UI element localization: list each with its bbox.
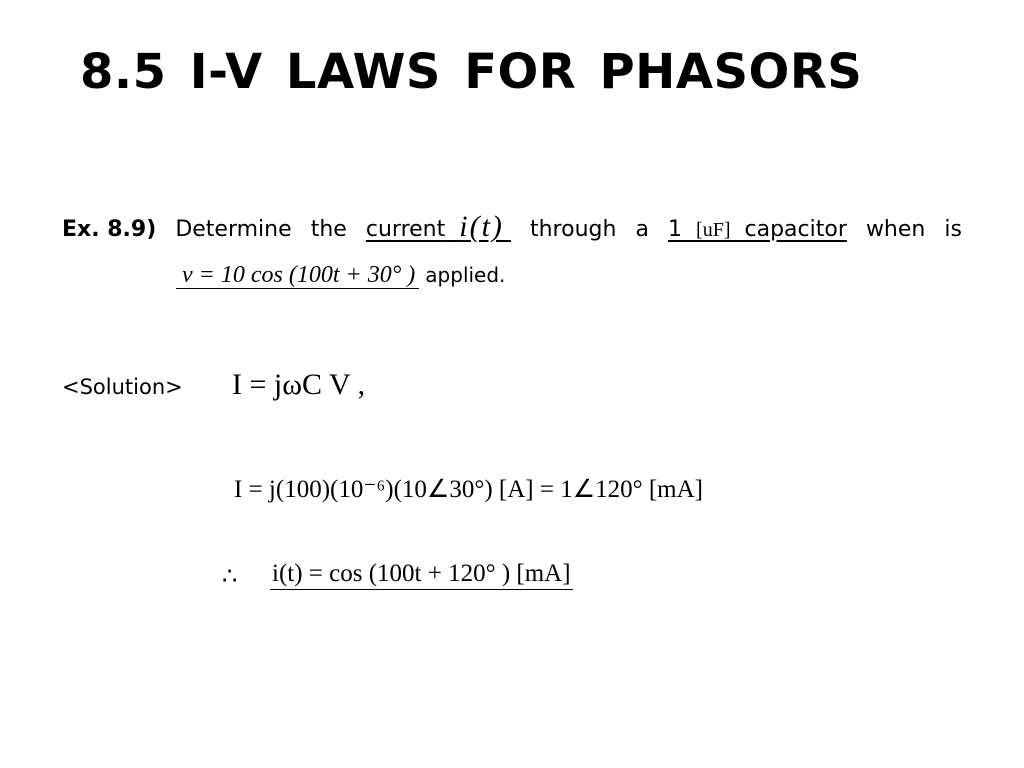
calculation-equation: I = j(100)(10⁻⁶)(10∠30°) [A] = 1∠120° [mA] [234, 476, 704, 503]
underlined-capacitor-phrase [668, 217, 847, 242]
problem-word: when [865, 217, 926, 242]
example-label: Ex. 8.9) [62, 217, 157, 242]
slide-title: 8.5 I-V LAWS FOR PHASORS [80, 44, 863, 100]
problem-statement-line-2 [176, 262, 505, 289]
capacitance-value: 1 [668, 217, 683, 242]
problem-word: current [365, 217, 446, 242]
problem-word: Determine [175, 217, 292, 242]
underlined-current-phrase [366, 210, 511, 244]
problem-word: the [310, 217, 347, 242]
problem-word: through [529, 217, 617, 242]
problem-word: capacitor [744, 217, 847, 242]
problem-word: a [635, 217, 649, 242]
phasor-law-equation: I = jωC V , [232, 368, 366, 401]
problem-statement-line-1 [62, 210, 962, 244]
problem-word: is [944, 217, 962, 242]
voltage-expression: v = 10 cos (100t + 30° ) [176, 262, 419, 289]
solution-label: <Solution> [62, 375, 183, 399]
current-symbol: i(t) [459, 210, 504, 243]
therefore-symbol: ∴ [222, 562, 238, 590]
capacitance-unit: [uF] [696, 219, 731, 241]
result-equation: i(t) = cos (100t + 120° ) [mA] [270, 560, 573, 590]
applied-word: applied. [425, 263, 506, 287]
